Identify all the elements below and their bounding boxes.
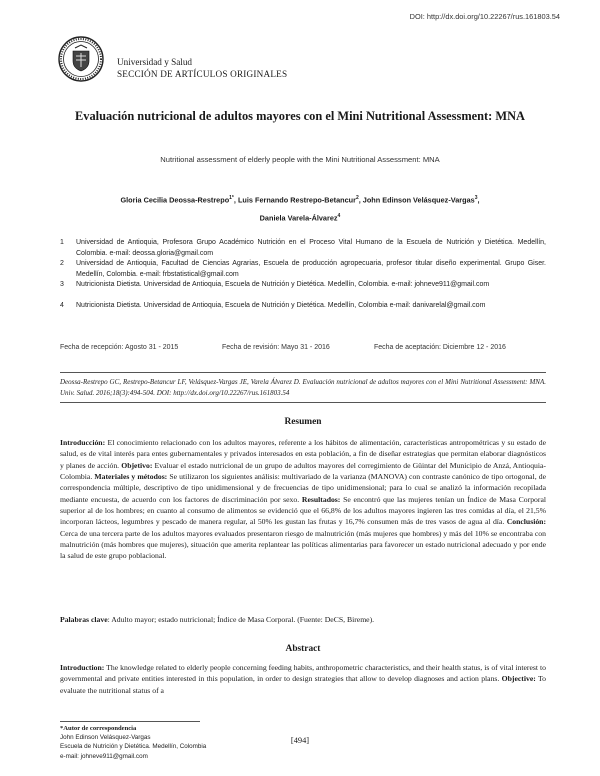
conclusion-label: Conclusión: (506, 517, 547, 527)
affiliation-number: 1 (60, 239, 64, 246)
divider (60, 372, 546, 373)
keywords-text: : Adulto mayor; estado nutricional; Índice de Masa Corporal. (Fuente: DeCS, Bireme). (107, 615, 375, 624)
correspondence-name: John Edinson Velásquez-Vargas (60, 734, 151, 741)
journal-name: Universidad y Salud (117, 57, 193, 67)
abstract-heading: Abstract (285, 644, 321, 654)
affiliation-number: 3 (60, 281, 64, 288)
author-name: Luis Fernando Restrepo-Betancur (237, 195, 356, 205)
page-number: [494] (290, 736, 310, 745)
methods-label: Materiales y métodos: (94, 472, 168, 482)
resumen-heading: Resumen (284, 417, 322, 427)
keywords (60, 614, 546, 625)
affiliation-number: 4 (60, 302, 64, 309)
objective-label: Objetivo: (121, 460, 153, 470)
citation: Deossa-Restrepo GC, Restrepo-Betancur LF, Velásquez-Vargas JE, Varela Álvarez D. Evaluación nutricional de adultos mayores con el Mini Nutritional Assessment: MNA. Univ. Salud. 2016;18(3):494-504. DOI: http://dx.doi.org/10.22267/rus.161803.54 (60, 378, 546, 397)
affiliation-item (60, 301, 546, 322)
methods-text: Se utilizaron los siguientes análisis: multivariado de la varianza (MANOVA) con contraste canónico de tipo ortogonal, de correspondencia múltiple, descriptivo de tipo unidimensional y de frecuencias de tipo unidimensional; para lo cual se analizó la información recopilada mediante encuesta, de acuerdo con los factores de discriminación por sexo. (60, 472, 546, 504)
abstract-objective-label: Objective: (501, 674, 536, 684)
author-name: John Edinson Velásquez-Vargas (362, 195, 475, 205)
objective-text: Evaluar el estado nutricional de un grupo de adultos mayores del corregimiento de Güintar del Municipio de Anzá, Antioquia-Colombia. (60, 460, 546, 482)
keywords-label: Palabras clave (60, 615, 108, 624)
date-received: Fecha de recepción: Agosto 31 - 2015 (60, 344, 179, 351)
author-name: Daniela Varela-Álvarez (259, 213, 338, 223)
affiliation-text: Universidad de Antioquia, Facultad de Ciencias Agrarias, Escuela de producción agropecuaria, profesor titular diseño experimental. Grupo Giser. Medellín, Colombia. e-mail: frbstatistical@gmail.com (76, 260, 546, 278)
intro-text: El conocimiento relacionado con los adultos mayores, referente a los hábitos de alimentación, características antropométricas y su estado de salud, es de vital interés para entes gubernamentales y privados interesados en esta población, a fin de diseñar estrategias que permitan elaborar diagnósticos y planes de acción. (60, 438, 546, 470)
conclusion-text: Cerca de una tercera parte de los adultos mayores evaluados presentaron riesgo de malnutrición (más mujeres que hombres) y más del 10% se encontraba con malnutrición (más hombres que mujeres), situación que amerita replantear las políticas alimentarias para favorecer un estado nutricional adecuado y por ende la salud de este grupo poblacional. (60, 528, 546, 561)
author-list: Gloria Cecilia Deossa-Restrepo$^{1*}$, Luis Fernando Restrepo-Betancur$^2$, John Edinson Velásquez-Vargas$^3$, (120, 195, 480, 205)
correspondence-school: Escuela de Nutrición y Dietética. Medellín, Colombia (60, 743, 207, 750)
results-label: Resultados: (301, 494, 341, 504)
journal-section: SECCIÓN DE ARTÍCULOS ORIGINALES (117, 69, 288, 79)
date-revised: Fecha de revisión: Mayo 31 - 2016 (222, 344, 330, 351)
abstract-intro-text: The knowledge related to elderly people concerning feeding habits, anthropometric characteristics, and their health status, is of vital interest to governmental and private entities interested in this population, in order to design strategies that allow to develop diagnoses and action plans. (60, 663, 546, 684)
author-list-continued (60, 213, 540, 222)
affiliation-text: Nutricionista Dietista. Universidad de Antioquia, Escuela de Nutrición y Dietética. Medellín, Colombia e-mail: danivarelal@gmail.com (76, 302, 486, 309)
author-affiliation-marker: 3 (474, 195, 478, 201)
affiliation-text: Universidad de Antioquia, Profesora Grupo Académico Nutrición en el Proceso Vital Humano de la Escuela de Nutrición y Dietética. Medellín, Colombia. e-mail: deossa.gloria@gmail.com (76, 239, 546, 257)
date-accepted: Fecha de aceptación: Diciembre 12 - 2016 (374, 344, 506, 351)
affiliation-item (60, 259, 546, 280)
affiliation-text: Nutricionista Dietista. Universidad de Antioquia, Escuela de Nutrición y Dietética. Medellín, Colombia. e-mail: johneve911@gmail.com (76, 281, 490, 288)
article-title: Evaluación nutricional de adultos mayores con el Mini Nutritional Assessment: MNA (75, 109, 525, 123)
affiliation-number: 2 (60, 260, 64, 267)
seal-icon (58, 36, 104, 82)
correspondence-email[interactable]: e-mail: johneve911@gmail.com (60, 753, 148, 760)
resumen-body (60, 437, 546, 562)
affiliation-item (60, 280, 546, 301)
author-affiliation-marker: 2 (355, 195, 359, 201)
author-affiliation-marker: 1* (229, 195, 234, 201)
intro-label: Introducción: (60, 438, 106, 447)
divider (60, 402, 546, 403)
abstract-objective-text: To evaluate the nutritional status of a (60, 674, 546, 695)
article-dates (60, 344, 546, 354)
abstract-intro-label: Introduction: (60, 663, 105, 672)
doi-link[interactable]: DOI: http://dx.doi.org/10.22267/rus.161803.54 (409, 12, 560, 21)
article-subtitle: Nutritional assessment of elderly people with the Mini Nutritional Assessment: MNA (160, 155, 440, 164)
correspondence-label: *Autor de correspondencia (60, 725, 137, 732)
author-name: Gloria Cecilia Deossa-Restrepo (120, 195, 230, 205)
abstract-body (60, 662, 546, 696)
affiliation-item (60, 238, 546, 259)
author-affiliation-marker: 4 (337, 213, 341, 219)
results-text: Se encontró que las mujeres tenían un Índice de Masa Corporal superior al de los hombres; en cuanto al consumo de alimentos se evidenció que el 66,8% de los adultos mayores ingieren las tres comidas al día, el 21,5% incorporan lácteos, legumbres y pescado de manera regular, al 50% les gustan las frutas y 16,7% consumen más de tres vasos de agua al día. (60, 494, 547, 527)
footnote-divider (60, 721, 200, 722)
